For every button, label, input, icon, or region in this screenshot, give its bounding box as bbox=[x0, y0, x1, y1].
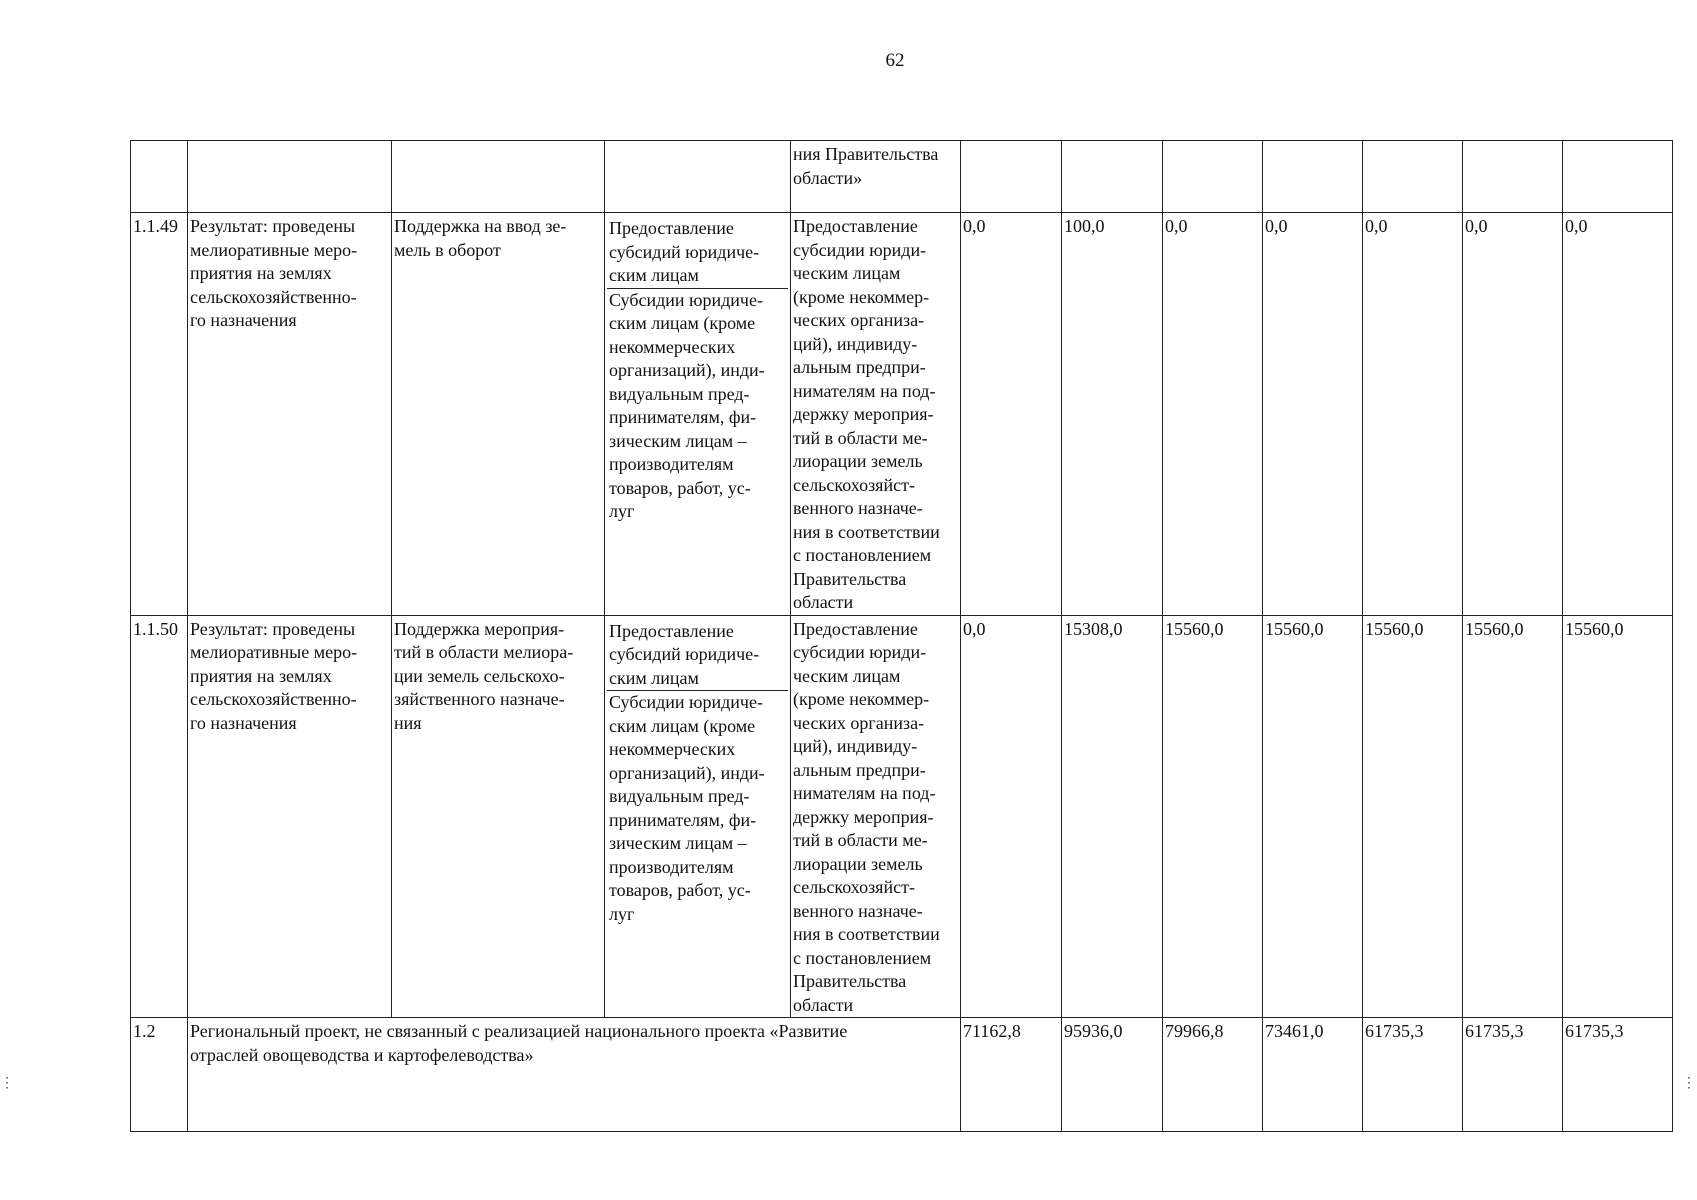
cell-direction bbox=[605, 141, 791, 213]
cell-value: 71162,8 bbox=[961, 1018, 1062, 1132]
cell-num: 1.2 bbox=[131, 1018, 188, 1132]
cell-name: Результат: проведены мелиоративные меро- приятия на землях сельскохозяйственно- го назначения bbox=[188, 615, 392, 1018]
cell-value bbox=[1563, 141, 1673, 213]
cell-value: 15560,0 bbox=[1163, 615, 1263, 1018]
direction-detail: Субсидии юридиче- ским лицам (кроме некоммерческих организаций), инди- видуальным пред- принимателям, фи- зическим лицам – производителям товаров, работ, ус- луг bbox=[609, 692, 765, 924]
cell-event: Поддержка мероприя- тий в области мелиора- ции земель сельскохо- зяйственного назначе- ния bbox=[392, 615, 605, 1018]
cell-value: 0,0 bbox=[1263, 213, 1363, 616]
direction-type: Предоставление субсидий юридиче- ским лицам bbox=[607, 215, 788, 289]
cell-value bbox=[1062, 141, 1163, 213]
cell-direction bbox=[605, 615, 791, 1018]
cell-value: 0,0 bbox=[1463, 213, 1563, 616]
cell-purpose: Предоставление субсидии юриди- ческим лицам (кроме некоммер- ческих организа- ций), индивиду- альным предпри- нимателям на под- держку мероприя- тий в области ме- лиорации земель сельскохозяйст- венного назначе- ния в соответствии с постановлением Правительства области bbox=[791, 615, 961, 1018]
table-row bbox=[131, 141, 1673, 213]
cell-value: 61735,3 bbox=[1463, 1018, 1563, 1132]
cell-event: Поддержка на ввод зе- мель в оборот bbox=[392, 213, 605, 616]
cell-value: 61735,3 bbox=[1563, 1018, 1673, 1132]
cell-value: 15560,0 bbox=[1263, 615, 1363, 1018]
cell-value: 73461,0 bbox=[1263, 1018, 1363, 1132]
table-row bbox=[131, 1018, 1673, 1132]
cell-value: 0,0 bbox=[961, 213, 1062, 616]
cell-value bbox=[1163, 141, 1263, 213]
cell-purpose: Предоставление субсидии юриди- ческим лицам (кроме некоммер- ческих организа- ций), индивиду- альным предпри- нимателям на под- держку мероприя- тий в области ме- лиорации земель сельскохозяйст- венного назначе- ния в соответствии с постановлением Правительства области bbox=[791, 213, 961, 616]
cell-value bbox=[961, 141, 1062, 213]
cell-value: 0,0 bbox=[961, 615, 1062, 1018]
cell-value: 61735,3 bbox=[1363, 1018, 1463, 1132]
cell-value: 0,0 bbox=[1563, 213, 1673, 616]
cell-num bbox=[131, 141, 188, 213]
cell-value bbox=[1463, 141, 1563, 213]
cell-name bbox=[188, 141, 392, 213]
cell-purpose: ния Правительства области» bbox=[791, 141, 961, 213]
cell-event bbox=[392, 141, 605, 213]
cell-num: 1.1.50 bbox=[131, 615, 188, 1018]
cell-value: 95936,0 bbox=[1062, 1018, 1163, 1132]
table-row bbox=[131, 615, 1673, 1018]
cell-value: 15560,0 bbox=[1563, 615, 1673, 1018]
page-number: 62 bbox=[885, 50, 905, 71]
cell-name: Результат: проведены мелиоративные меро- приятия на землях сельскохозяйственно- го назначения bbox=[188, 213, 392, 616]
program-table bbox=[130, 140, 1673, 1132]
scan-margin-mark: ⋮ bbox=[1682, 1075, 1696, 1091]
scan-margin-mark: ⋮ bbox=[0, 1075, 14, 1091]
cell-value: 15560,0 bbox=[1363, 615, 1463, 1018]
cell-project-title: Региональный проект, не связанный с реализацией национального проекта «Развитие отраслей овощеводства и картофелеводства» bbox=[188, 1018, 961, 1132]
cell-value: 15308,0 bbox=[1062, 615, 1163, 1018]
cell-value bbox=[1263, 141, 1363, 213]
cell-value: 79966,8 bbox=[1163, 1018, 1263, 1132]
cell-num: 1.1.49 bbox=[131, 213, 188, 616]
direction-type: Предоставление субсидий юридиче- ским лицам bbox=[607, 618, 788, 692]
cell-value: 15560,0 bbox=[1463, 615, 1563, 1018]
cell-value: 0,0 bbox=[1163, 213, 1263, 616]
cell-direction bbox=[605, 213, 791, 616]
cell-value: 0,0 bbox=[1363, 213, 1463, 616]
cell-value: 100,0 bbox=[1062, 213, 1163, 616]
table-row bbox=[131, 213, 1673, 616]
cell-value bbox=[1363, 141, 1463, 213]
direction-detail: Субсидии юридиче- ским лицам (кроме некоммерческих организаций), инди- видуальным пред- принимателям, фи- зическим лицам – производителям товаров, работ, ус- луг bbox=[609, 289, 765, 521]
